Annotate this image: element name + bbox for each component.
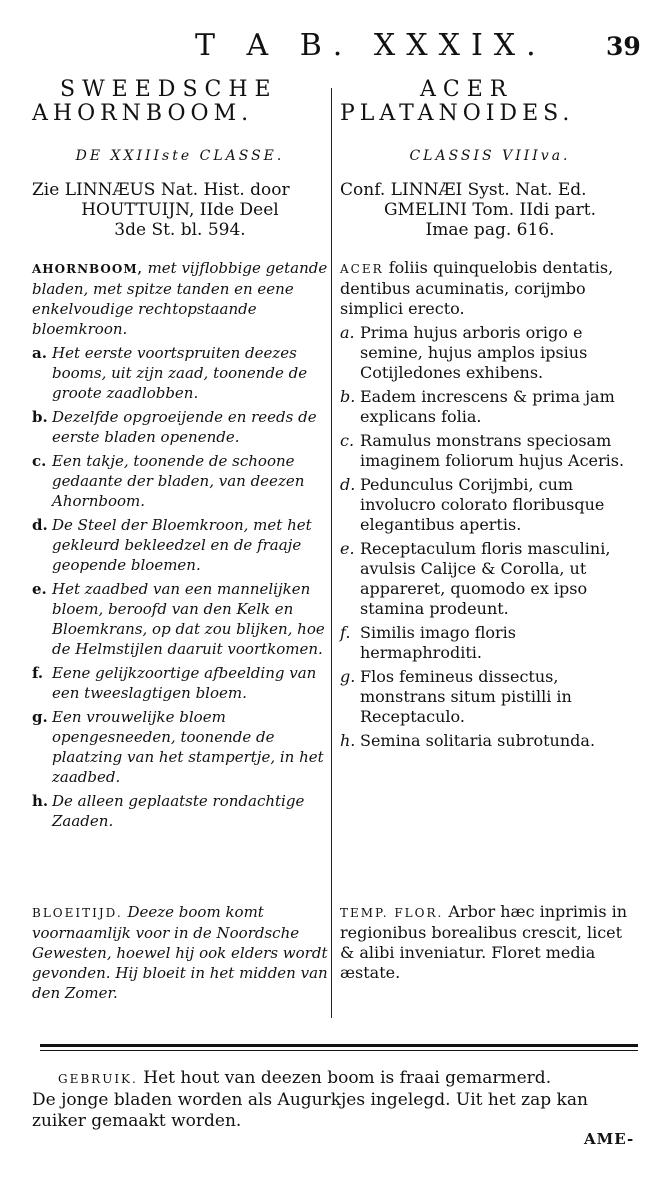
list-item: e. Het zaadbed van een mannelijken bloem, beroofd van den Kelk en Bloemkrans, op dat zou blijken, hoe de Helmstijlen daaruit voortkomen. — [32, 580, 325, 658]
list-item: f. Similis imago floris hermaphroditi. — [340, 623, 516, 662]
dutch-ref-line3: 3de St. bl. 594. — [114, 220, 246, 240]
footer-rule-thick — [40, 1044, 638, 1047]
dutch-title-line2: AHORNBOOM. — [32, 101, 254, 126]
list-item: d. De Steel der Bloemkroon, met het gekleurd bekleedzel en de fraaje geopende bloemen. — [32, 516, 312, 574]
dutch-class-heading: DE XXIIIste CLASSE. — [75, 148, 285, 164]
list-item: c. Ramulus monstrans speciosam imaginem foliorum hujus Aceris. — [340, 431, 625, 470]
dutch-reference — [32, 180, 328, 240]
latin-flowering-label: TEMP. FLOR. — [340, 906, 444, 920]
dutch-column — [32, 78, 328, 831]
latin-description — [340, 258, 640, 751]
usage-text2: De jonge bladen worden als Augurkjes ingelegd. Uit het zap kan zuiker gemaakt worden. — [32, 1090, 588, 1131]
dutch-flowering-text: Deeze boom komt voornaamlijk voor in de Noordsche Gewesten, hoewel hij ook elders wordt gevonden. Hij bloeit in het midden van den Zomer. — [32, 903, 328, 1002]
list-item: c. Een takje, toonende de schoone gedaante der bladen, van deezen Ahornboom. — [32, 452, 305, 510]
latin-title-line2: PLATANOIDES. — [340, 101, 575, 126]
running-header — [0, 28, 663, 68]
latin-species-name: ACER — [340, 262, 384, 276]
dutch-ref-line1: Zie LINNÆUS Nat. Hist. door — [32, 180, 290, 200]
latin-flowering-text: Arbor hæc inprimis in regionibus borealibus crescit, licet & alibi inveniatur. Floret media æstate. — [340, 902, 628, 982]
list-item: a. Het eerste voortspruiten deezes booms, uit zijn zaad, toonende de groote zaadlobben. — [32, 344, 308, 402]
usage-text1: Het hout van deezen boom is fraai gemarmerd. — [143, 1068, 552, 1088]
latin-species-text: foliis quinquelobis dentatis, dentibus acuminatis, corijmbo simplici erecto. — [340, 258, 614, 318]
latin-species-description — [340, 258, 640, 319]
list-item: f. Eene gelijkzoortige afbeelding van een tweeslagtigen bloem. — [32, 664, 317, 702]
latin-column — [340, 78, 640, 751]
list-item: b. Eadem increscens & prima jam explicans folia. — [340, 387, 615, 426]
latin-flowering-time — [340, 902, 640, 983]
usage-line1 — [58, 1068, 638, 1090]
dutch-species-text: met vijflobbige getande bladen, met spitze tanden en eene enkelvoudige rechtopstaande bloemkroon. — [32, 259, 328, 338]
latin-reference — [340, 180, 640, 240]
list-item: g. Flos femineus dissectus, monstrans situm pistilli in Receptaculo. — [340, 667, 572, 726]
footer-rule-thin — [40, 1050, 638, 1051]
usage-label: GEBRUIK. — [58, 1072, 138, 1086]
dutch-ref-line2: HOUTTUIJN, IIde Deel — [81, 200, 279, 220]
latin-title-line1: ACER — [420, 77, 514, 102]
dutch-species-description — [32, 258, 328, 339]
dutch-description — [32, 258, 328, 831]
dutch-species-name: AHORNBOOM, — [32, 262, 143, 276]
latin-ref-line2: GMELINI Tom. IIdi part. — [383, 200, 597, 220]
catchword: AME- — [584, 1130, 635, 1148]
list-item: g. Een vrouwelijke bloem opengesneeden, toonende de plaatzing van het stampertje, in het zaadbed. — [32, 708, 324, 786]
list-item: h. De alleen geplaatste rondachtige Zaaden. — [32, 792, 305, 830]
latin-class-heading: CLASSIS VIIIva. — [409, 148, 571, 164]
page-number: 39 — [606, 32, 641, 61]
list-item: a. Prima hujus arboris origo e semine, hujus amplos ipsius Cotijledones exhibens. — [340, 323, 588, 382]
column-divider — [331, 88, 332, 1018]
latin-ref-line1: Conf. LINNÆI Syst. Nat. Ed. — [340, 180, 587, 200]
usage-note — [32, 1068, 638, 1132]
dutch-flowering-label: BLOEITIJD. — [32, 906, 123, 920]
list-item: d. Pedunculus Corijmbi, cum involucro colorato floribusque elegantibus apertis. — [340, 475, 605, 534]
list-item: b. Dezelfde opgroeijende en reeds de eerste bladen openende. — [32, 408, 317, 446]
list-item: h. Semina solitaria subrotunda. — [340, 731, 596, 750]
dutch-flowering-time — [32, 902, 328, 1003]
dutch-title-line1: SWEEDSCHE — [60, 77, 278, 102]
list-item: e. Receptaculum floris masculini, avulsis Calijce & Corolla, ut appareret, quomodo ex ipso stamina prodeunt. — [340, 539, 611, 618]
latin-ref-line3: Imae pag. 616. — [425, 220, 555, 240]
plate-title: T A B. XXXIX. — [195, 28, 547, 63]
